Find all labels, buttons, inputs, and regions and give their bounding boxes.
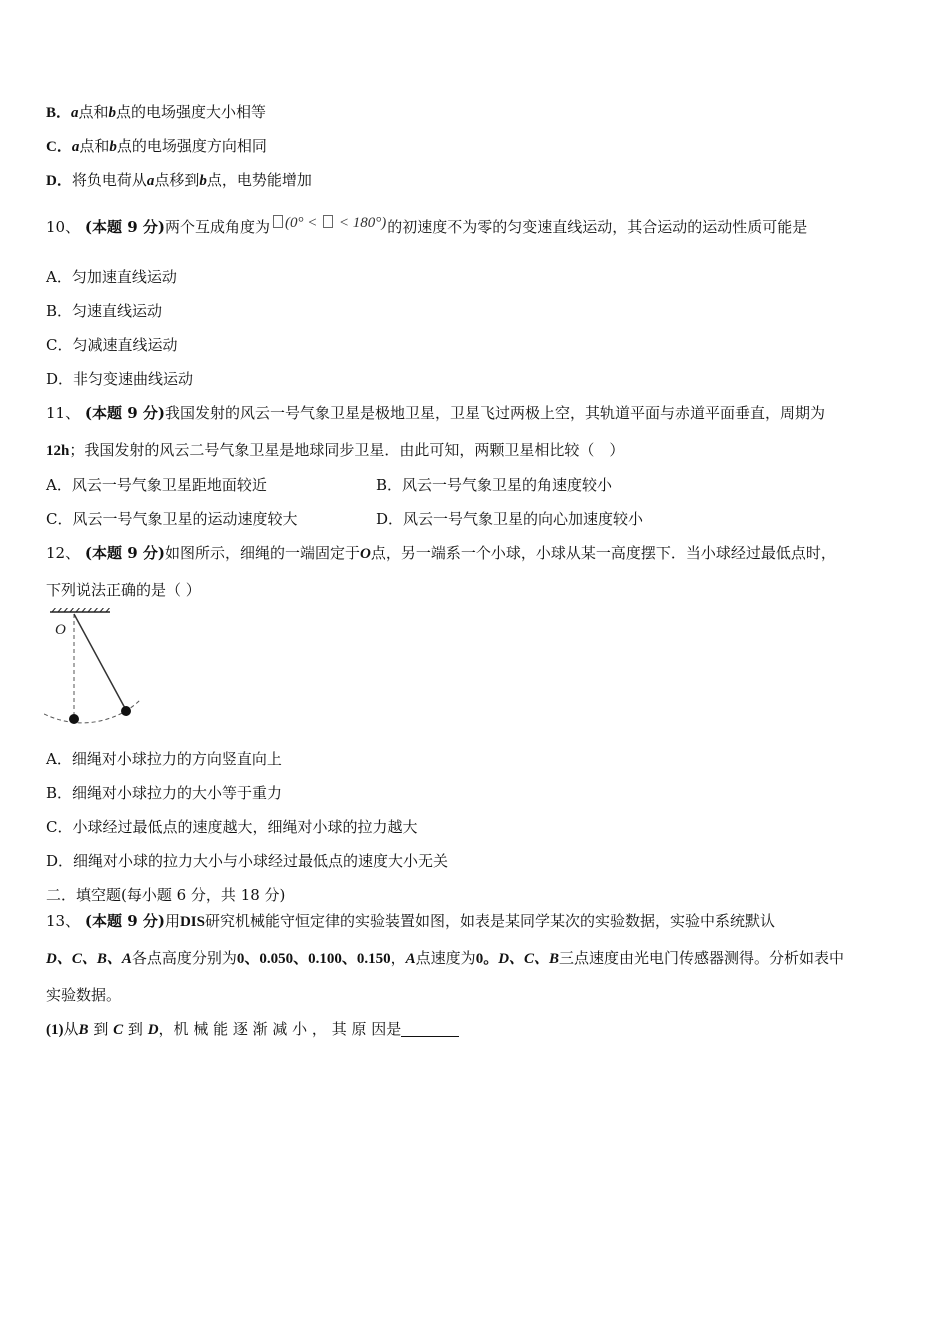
text: 两个互成角度为 [164,218,270,236]
dis-label: DIS [179,914,205,930]
text: ，机 械 能 逐 渐 减 小 ， 其 原 因是 [158,1020,402,1038]
period-value: 12h [46,443,70,459]
q11-stem-line1 [46,403,825,423]
question-score: (本题 9 分) [84,404,165,422]
points-list: D、C、B、A [46,951,132,967]
q9-option-d [46,170,312,191]
q12-option-d: D．细绳对小球的拉力大小与小球经过最低点的速度大小无关 [46,852,449,870]
q12-stem-line2: 下列说法正确的是（ ） [46,581,201,599]
var-b: b [108,105,117,121]
q11-option-d: D．风云一号气象卫星的向心加速度较小 [376,510,644,528]
answer-blank[interactable] [401,1022,459,1037]
q13-stem-line3: 实验数据。 [46,986,122,1004]
text: 到 [127,1020,143,1038]
section-heading: 二．填空题(每小题 6 分，共 18 分) [46,886,286,904]
q13-sub1 [46,1019,459,1040]
text: 点的电场强度方向相同 [116,137,267,155]
point-o: O [359,546,371,562]
text: 点，另一端系一个小球，小球从某一高度摆下．当小球经过最低点时， [370,544,836,562]
text: 我国发射的风云一号气象卫星是极地卫星，卫星飞过两极上空，其轨道平面与赤道平面垂直，周期为 [164,404,825,422]
theta-placeholder-icon [273,215,283,228]
question-score: (本题 9 分) [84,544,165,562]
theta-placeholder-icon [323,215,333,228]
angle-formula [271,213,386,233]
text: 的初速度不为零的匀变速直线运动，其合运动的运动性质可能是 [387,218,808,236]
text: 点速度为 [415,949,476,967]
var-a: a [71,139,80,155]
text: 点和 [79,137,110,155]
var-a: a [71,105,79,121]
question-score: (本题 9 分) [84,912,165,930]
text: 点的电场强度大小相等 [116,103,267,121]
q11-option-a: A．风云一号气象卫星距地面较近 [46,476,267,494]
formula-part: (0° < [284,215,318,231]
text: 点和 [78,103,109,121]
text: 将负电荷从 [71,171,147,189]
q11-stem-line2 [46,440,624,461]
text: 研究机械能守恒定律的实验装置如图，如表是某同学某次的实验数据，实验中系统默认 [204,912,775,930]
speed-zero: 0。 [475,951,499,967]
rope-line [74,614,126,710]
text: 从 [63,1020,79,1038]
question-number: 11、 [46,404,81,422]
point-a: A [405,951,416,967]
q10-option-b: B．匀速直线运动 [46,302,163,320]
point-b: B [78,1022,89,1038]
q10-option-d: D．非匀变速曲线运动 [46,370,194,388]
question-number: 12、 [46,544,81,562]
q12-option-a: A．细绳对小球拉力的方向竖直向上 [46,750,282,768]
text: 各点高度分别为 [131,949,237,967]
text: 到 [93,1020,109,1038]
text: 点移到 [154,171,200,189]
q12-stem-line1 [46,543,836,564]
ball-raised [121,706,131,716]
q11-option-c: C．风云一号气象卫星的运动速度较大 [46,510,298,528]
q12-option-b: B．细绳对小球拉力的大小等于重力 [46,784,283,802]
point-c: C [113,1022,124,1038]
points-list-2: D、C、B [498,951,560,967]
q10-option-c: C．匀减速直线运动 [46,336,178,354]
q9-option-b [46,102,266,123]
heights-values: 0、0.050、0.100、0.150 [236,951,391,967]
formula-part: < 180°) [338,215,387,231]
q12-option-c: C．小球经过最低点的速度越大，细绳对小球的拉力越大 [46,818,418,836]
q11-option-b: B．风云一号气象卫星的角速度较小 [376,476,613,494]
sub-number: (1) [46,1022,64,1038]
pendulum-figure [44,608,144,728]
text: 点，电势能增加 [206,171,312,189]
question-number: 10、 [46,218,81,236]
q10-option-a: A．匀加速直线运动 [46,268,177,286]
text: ， [390,949,406,967]
pivot-label: O [55,622,66,638]
option-label: D． [46,173,72,189]
q10-stem [46,217,807,240]
var-b: b [109,139,117,155]
question-score: (本题 9 分) [84,218,165,236]
option-label: C． [46,139,72,155]
q13-stem-line2 [46,948,844,969]
var-b: b [199,173,207,189]
point-d: D [147,1022,159,1038]
text: 如图所示，细绳的一端固定于 [164,544,360,562]
q13-stem-line1 [46,911,775,932]
var-a: a [146,173,155,189]
q9-option-c [46,136,267,157]
option-label: B． [46,105,72,121]
ball-lowest [69,714,79,724]
text: ；我国发射的风云二号气象卫星是地球同步卫星．由此可知，两颗卫星相比较（ ） [69,441,625,459]
text: 用 [164,912,180,930]
text: 三点速度由光电门传感器测得。分析如表中 [559,949,845,967]
question-number: 13、 [46,912,81,930]
